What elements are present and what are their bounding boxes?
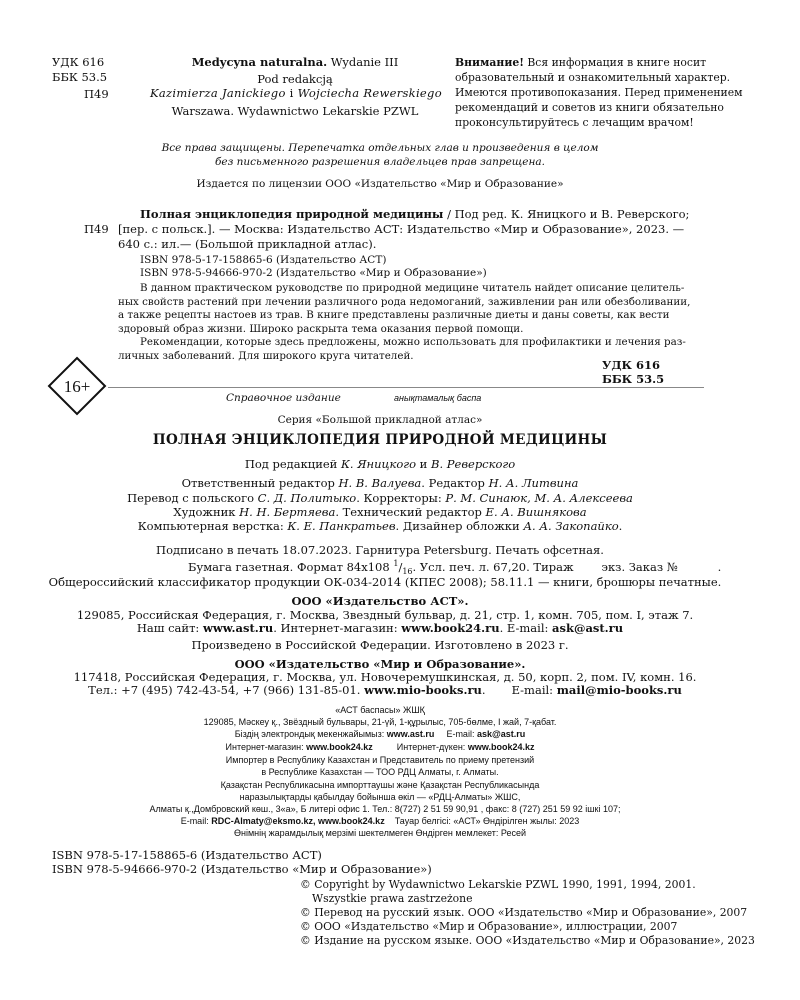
annotation-line-4: здоровый образ жизни. Широко раскрыта тема оказания первой помощи.: [118, 322, 524, 335]
ast-shop-link[interactable]: www.book24.ru: [401, 621, 500, 635]
editors-line: [100, 457, 660, 471]
top-udk: УДК 616: [52, 55, 105, 69]
ast-mail-link[interactable]: ask@ast.ru: [552, 621, 624, 635]
editor-2: В. Реверского: [431, 457, 516, 471]
staff-4c: . Дизайнер обложки: [395, 519, 524, 533]
staff-4a: Компьютерная верстка:: [137, 519, 288, 533]
editors-mid: и: [416, 457, 432, 471]
kz-line-10: [100, 815, 660, 827]
staff-3b: Н. Н. Бертяева: [239, 505, 336, 519]
top-code: П49: [84, 87, 109, 101]
annotation-line-6: личных заболеваний. Для широкого круга читателей.: [118, 349, 414, 362]
warning-line-1: Вся информация в книге носит: [523, 56, 707, 69]
staff-4e: .: [618, 519, 623, 533]
print-sheets: . Усл. печ. л. 67,20. Тираж: [412, 559, 574, 574]
staff-3a: Художник: [173, 505, 240, 519]
print-format-num: 1: [393, 559, 399, 568]
section-divider: [108, 387, 704, 388]
kz-3c: E-mail:: [446, 729, 477, 739]
kz-4c: Интернет-дүкен:: [396, 742, 468, 752]
mio-address: 117418, Российская Федерация, г. Москва, ул. Новочеремушкинская, д. 50, корп. 2, пом. IV, комн. 16.: [73, 670, 697, 684]
kz-10c: Тауар белгісі: «АСТ» Өндірілген жылы: 2023: [394, 816, 580, 826]
age-rating-text: 16+: [63, 377, 91, 396]
kz-3d[interactable]: ask@ast.ru: [476, 729, 526, 739]
original-title-name: Medycyna naturalna.: [191, 55, 328, 69]
catalog-line-1-rest: / Под ред. К. Яницкого и В. Реверского;: [443, 207, 690, 221]
staff-2a: Перевод с польского: [127, 491, 258, 505]
catalog-code: П49: [84, 222, 109, 236]
staff-3c: . Технический редактор: [335, 505, 486, 519]
ref-edition-kz: анықтамалық баспа: [394, 393, 482, 403]
original-editor-2: Wojciecha Rewerskiego: [297, 86, 442, 100]
annotation-line-5: Рекомендации, которые здесь предложены, можно использовать для профилактики и лечения раз-: [140, 336, 686, 348]
staff-line-3: [100, 505, 660, 519]
staff-line-2: [100, 491, 660, 505]
catalog-line-2: [пер. с польск.]. — Москва: Издательство АСТ: Издательство «Мир и Образование», 2023. —: [118, 222, 685, 236]
original-editorship: Pod redakcją: [257, 72, 333, 86]
bottom-isbn-1: ISBN 978-5-17-158865-6 (Издательство АСТ): [52, 848, 322, 862]
original-publisher: Warszawa. Wydawnictwo Lekarskie PZWL: [171, 104, 419, 118]
catalog-line-3: 640 с.: ил.— (Большой прикладной атлас).: [118, 237, 377, 251]
original-title: [150, 55, 440, 69]
series-line: Серия «Большой прикладной атлас»: [277, 414, 483, 426]
warning-line-3: Имеются противопоказания. Перед применением: [455, 86, 743, 99]
original-editor-sep: i: [285, 86, 298, 100]
print-line-3: Общероссийский классификатор продукции ОК-034-2014 (КПЕС 2008); 58.11.1 — книги, брошюры печатные.: [48, 575, 722, 589]
bottom-isbn-2: ISBN 978-5-94666-970-2 (Издательство «Мир и Образование»): [52, 862, 432, 876]
catalog-line-1: [140, 207, 689, 221]
copyright-2: © Перевод на русский язык. ООО «Издательство «Мир и Образование», 2007: [300, 906, 748, 919]
mio-mail-link[interactable]: mail@mio-books.ru: [556, 683, 682, 697]
staff-2d: Р. М. Синаюк, М. А. Алексеева: [445, 491, 633, 505]
staff-2c: . Корректоры:: [356, 491, 446, 505]
warning-line-4: рекомендаций и советов из книги обязательно: [455, 101, 724, 114]
ast-shop-label: . Интернет-магазин:: [273, 621, 402, 635]
ast-name: ООО «Издательство АСТ».: [291, 594, 469, 608]
copyright-1b: Wszystkie prawa zastrzeżone: [312, 892, 473, 905]
rights-line-1: Все права защищены. Перепечатка отдельных глав и произведения в целом: [161, 142, 599, 154]
original-editor-1: Kazimierza Janickiego: [150, 86, 286, 100]
ast-address: 129085, Российская Федерация, г. Москва, Звездный бульвар, д. 21, стр. 1, комн. 705, пом. I, этаж 7.: [76, 608, 694, 622]
print-end-dot: .: [717, 559, 722, 574]
copyright-3: © ООО «Издательство «Мир и Образование», иллюстрации, 2007: [300, 920, 678, 933]
editors-prefix: Под редакцией: [244, 457, 341, 471]
ast-made-in: Произведено в Российской Федерации. Изготовлено в 2023 г.: [191, 638, 569, 652]
ref-edition-ru: Справочное издание: [226, 392, 341, 404]
kz-3b[interactable]: www.ast.ru: [386, 729, 435, 739]
mio-contacts: [60, 683, 710, 697]
print-order: экз. Заказ №: [601, 559, 678, 574]
kz-3a: Біздің электрондық мекенжайымыз:: [234, 729, 387, 739]
staff-1c: . Редактор: [421, 476, 489, 490]
print-format: Бумага газетная. Формат 84х108: [188, 559, 394, 574]
age-rating-badge: [47, 356, 107, 416]
catalog-isbn-2: ISBN 978-5-94666-970-2 (Издательство «Мир и Образование»): [140, 267, 487, 279]
staff-3d: Е. А. Вишнякова: [485, 505, 587, 519]
top-bbk: ББК 53.5: [52, 70, 108, 84]
warning-label: Внимание!: [455, 56, 524, 69]
staff-2b: С. Д. Политыко: [257, 491, 357, 505]
ast-mail-label: . E-mail:: [499, 621, 553, 635]
warning-block: [455, 55, 743, 130]
copyright-1: © Copyright by Wydawnictwo Lekarskie PZWL 1990, 1991, 1994, 2001.: [300, 878, 696, 891]
kz-line-6: в Республике Казахстан — ТОО РДЦ Алматы, г. Алматы.: [261, 767, 499, 777]
kz-line-11: Өнімнің жарамдылық мерзімі шектелмеген Өндірген мемлекет: Ресей: [233, 828, 527, 838]
license-line: Издается по лицензии ООО «Издательство «Мир и Образование»: [196, 178, 564, 190]
ast-site-link[interactable]: www.ast.ru: [202, 621, 274, 635]
kz-line-3: [100, 728, 660, 740]
kz-line-8: наразылықтарды қабылдау бойынша өкіл — «РДЦ-Алматы» ЖШС,: [239, 792, 521, 802]
kz-4d[interactable]: www.book24.kz: [467, 742, 535, 752]
rights-line-2: без письменного разрешения владельцев прав запрещена.: [214, 156, 546, 168]
staff-4b: К. Е. Панкратьев: [287, 519, 396, 533]
ast-contacts: [100, 621, 660, 635]
kz-line-2: 129085, Мәскеу қ., Звёздный бульвары, 21-үй, 1-құрылыс, 705-бөлме, I жай, 7-қабат.: [203, 717, 557, 727]
kz-4b[interactable]: www.book24.kz: [306, 742, 373, 752]
staff-4d: А. А. Закопайко: [523, 519, 619, 533]
staff-1d: Н. А. Литвина: [488, 476, 579, 490]
staff-line-1: [100, 476, 660, 490]
catalog-bbk: ББК 53.5: [602, 372, 665, 386]
kz-4a: Интернет-магазин:: [225, 742, 307, 752]
kz-10b[interactable]: RDC-Almaty@eksmo.kz, www.book24.kz: [211, 816, 385, 826]
original-edition: Wydanie III: [327, 55, 399, 69]
staff-line-4: [100, 519, 660, 533]
kz-underline-spacer: [206, 830, 544, 831]
catalog-isbn-1: ISBN 978-5-17-158865-6 (Издательство АСТ): [140, 254, 387, 266]
staff-1a: Ответственный редактор: [181, 476, 339, 490]
kz-line-7: Қазақстан Республикасына импорттаушы және Қазақстан Республикасында: [220, 780, 540, 790]
kz-line-4: [100, 741, 660, 753]
warning-line-5: проконсультируйтесь с лечащим врачом!: [455, 116, 694, 129]
print-format-den: 16: [402, 567, 413, 577]
annotation-line-1: В данном практическом руководстве по природной медицине читатель найдет описание целитель-: [140, 282, 685, 294]
main-title: ПОЛНАЯ ЭНЦИКЛОПЕДИЯ ПРИРОДНОЙ МЕДИЦИНЫ: [152, 432, 608, 448]
kz-10a: E-mail:: [180, 816, 212, 826]
mio-dot: .: [481, 683, 486, 697]
catalog-udk: УДК 616: [602, 358, 661, 372]
kz-line-9: Алматы қ.,Домбровский көш., 3«а», Б литері офис 1. Тел.: 8(727) 2 51 59 90,91 , факс: 8 (727) 251 59 92 ішкі 107;: [149, 804, 621, 814]
kz-line-1: «АСТ баспасы» ЖШҚ: [335, 705, 425, 715]
copyright-4: © Издание на русском языке. ООО «Издательство «Мир и Образование», 2023: [300, 934, 755, 947]
annotation: [118, 282, 690, 363]
staff-1b: Н. В. Валуева: [338, 476, 422, 490]
mio-mail-label: E-mail:: [511, 683, 557, 697]
mio-name: ООО «Издательство «Мир и Образование».: [234, 657, 526, 671]
original-editors: [150, 86, 440, 100]
kz-line-5: Импортер в Республику Казахстан и Представитель по приему претензий: [225, 755, 535, 765]
mio-tel: Тел.: +7 (495) 742-43-54, +7 (966) 131-85-01.: [88, 683, 365, 697]
mio-site-link[interactable]: www.mio-books.ru: [364, 683, 482, 697]
warning-line-2: образовательный и ознакомительный характер.: [455, 71, 731, 84]
annotation-line-3: а также рецепты настоев из трав. В книге представлены различные диеты и даны советы, как вести: [118, 309, 670, 321]
editor-1: К. Яницкого: [341, 457, 417, 471]
catalog-title: Полная энциклопедия природной медицины: [140, 207, 444, 221]
print-line-1: Подписано в печать 18.07.2023. Гарнитура Petersburg. Печать офсетная.: [156, 543, 604, 557]
annotation-line-2: ных свойств растений при лечении различного рода недомоганий, заживлении ран или обезболивании,: [118, 295, 691, 308]
ast-site-label: Наш сайт:: [136, 621, 203, 635]
print-format-slash: /: [398, 559, 403, 574]
copyright-block: [300, 878, 755, 948]
